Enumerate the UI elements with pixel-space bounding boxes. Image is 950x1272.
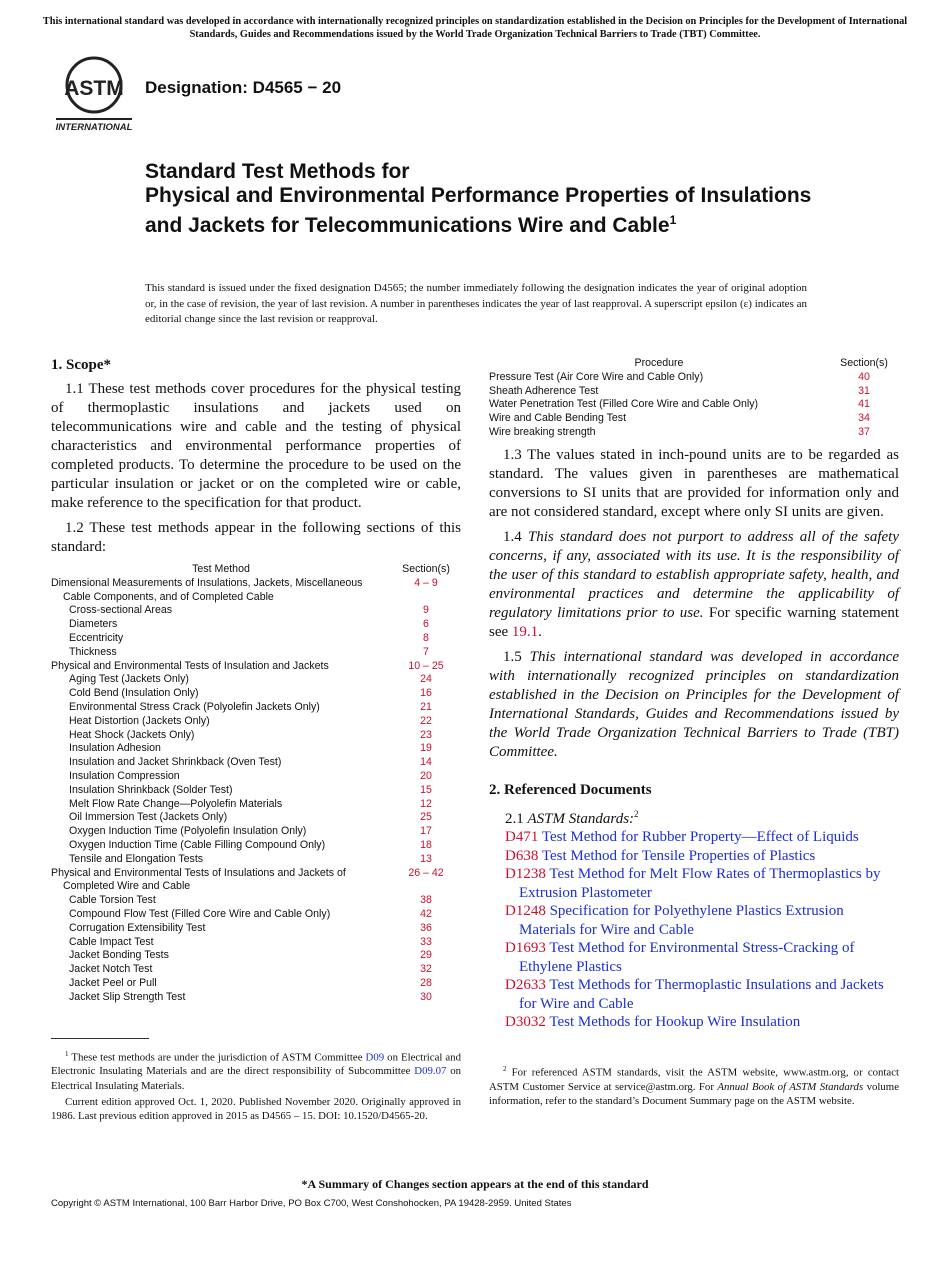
- table-row: [51, 577, 461, 591]
- section-link[interactable]: 17: [420, 825, 432, 838]
- footnote-rule: [51, 1038, 149, 1039]
- test-method-name: Jacket Notch Test: [69, 963, 153, 976]
- section-link[interactable]: 37: [858, 425, 870, 438]
- test-method-name: Cable Components, and of Completed Cable: [63, 590, 274, 603]
- table-row: [51, 618, 461, 632]
- section-link[interactable]: 30: [420, 990, 432, 1003]
- table-row: [51, 687, 461, 701]
- table-row: [51, 701, 461, 715]
- reference-code-link[interactable]: D1248: [505, 903, 546, 920]
- table-row: [51, 811, 461, 825]
- top-notice: This international standard was developed in accordance with internationally recognized principles on standardization established in the Decision on Principles for the Development of International Standards, Guides and Recommendations issued by the World Trade Organization Technical Barriers to Trade (TBT) Committee.: [42, 16, 908, 40]
- logo-word: INTERNATIONAL: [55, 122, 133, 133]
- table-row: [51, 963, 461, 977]
- table-row: [51, 853, 461, 867]
- section-link[interactable]: 42: [420, 907, 432, 920]
- test-method-name: Physical and Environmental Tests of Insulation and Jackets: [51, 659, 329, 672]
- test-method-name: Dimensional Measurements of Insulations, Jackets, Miscellaneous: [51, 576, 363, 589]
- para-1-3: 1.3 The values stated in inch-pound units are to be regarded as standard. The values given in parentheses are mathematical conversions to SI units that are provided for information only and are not considered standard, except where only SI units are given.: [489, 446, 899, 520]
- procedures-table: [489, 357, 899, 440]
- section-link[interactable]: 8: [423, 631, 429, 644]
- table-row: [489, 412, 899, 426]
- procedure-name: Wire and Cable Bending Test: [489, 412, 627, 425]
- logo-mark: ASTM: [64, 77, 124, 100]
- footnote-1-text-a: These test methods are under the jurisdiction of ASTM Committee: [71, 1051, 363, 1064]
- designation: Designation: D4565 − 20: [145, 78, 342, 97]
- reference-code-link[interactable]: D3032: [505, 1014, 546, 1031]
- test-method-name: Oxygen Induction Time (Cable Filling Compound Only): [69, 838, 326, 851]
- section-link[interactable]: 38: [420, 894, 432, 907]
- subsection-number: 2.1: [505, 810, 524, 827]
- para-1-5-number: 1.5: [503, 648, 522, 665]
- reference-title-link[interactable]: Specification for Polyethylene Plastics Extrusion Materials for Wire and Cable: [519, 903, 844, 938]
- table-row: [51, 977, 461, 991]
- para-1-4: [489, 528, 899, 642]
- table-row: [51, 949, 461, 963]
- sections-table: [51, 563, 461, 1005]
- table-row: [489, 385, 899, 399]
- table-row: [51, 770, 461, 784]
- table-row: [489, 426, 899, 440]
- table2-header-procedure: Procedure: [634, 357, 684, 369]
- table-row: [51, 880, 461, 894]
- footnote-2-text-a: For referenced ASTM standards, visit the ASTM website, www.astm.org, or contact ASTM Customer Service at service@astm.org. For: [489, 1066, 899, 1093]
- footnote-2-ref[interactable]: 2: [634, 808, 639, 819]
- table-row: [51, 604, 461, 618]
- footnote-1-edition: Current edition approved Oct. 1, 2020. Published November 2020. Originally approved in 1986. Last previous edition approved in 2015 as D4565 – 15. DOI: 10.1520/D4565-20.: [51, 1095, 461, 1122]
- section-link[interactable]: 41: [858, 398, 870, 411]
- references-heading: 2. Referenced Documents: [489, 781, 652, 798]
- section-link[interactable]: 21: [420, 700, 432, 713]
- table-row: [51, 798, 461, 812]
- right-column: [489, 357, 899, 1110]
- reference-code-link[interactable]: D471: [505, 829, 539, 846]
- table-row: [51, 632, 461, 646]
- section-link[interactable]: 25: [420, 811, 432, 824]
- test-method-name: Aging Test (Jackets Only): [69, 673, 189, 686]
- test-method-name: Jacket Peel or Pull: [69, 976, 157, 989]
- section-link[interactable]: 9: [423, 604, 429, 617]
- footnote-1: [51, 1047, 461, 1093]
- committee-link[interactable]: D09: [365, 1051, 385, 1064]
- copyright: Copyright © ASTM International, 100 Barr Harbor Drive, PO Box C700, West Conshohocken, PA 19428-2959. United States: [51, 1198, 572, 1209]
- test-method-name: Heat Distortion (Jackets Only): [69, 714, 210, 727]
- section-link[interactable]: 34: [858, 412, 870, 425]
- summary-of-changes-note: *A Summary of Changes section appears at the end of this standard: [301, 1177, 649, 1191]
- table-row: [489, 398, 899, 412]
- section-link: [391, 591, 461, 605]
- test-method-name: Insulation Compression: [69, 769, 180, 782]
- reference-item: [505, 976, 899, 1013]
- test-method-name: Corrugation Extensibility Test: [69, 921, 206, 934]
- reference-title-link[interactable]: Test Methods for Hookup Wire Insulation: [549, 1014, 801, 1031]
- table-row: [489, 371, 899, 385]
- section-link[interactable]: 14: [420, 756, 432, 769]
- test-method-name: Jacket Bonding Tests: [69, 949, 169, 962]
- para-1-5: [489, 648, 899, 762]
- document-title: [145, 160, 845, 238]
- section-link[interactable]: 4 – 9: [414, 576, 438, 589]
- test-method-name: Environmental Stress Crack (Polyolefin Jackets Only): [69, 700, 320, 713]
- section-link[interactable]: 20: [420, 769, 432, 782]
- para-1-4-tail: For specific warning statement see: [489, 604, 900, 640]
- footnote-2-text-b: volume information, refer to the standard’s Document Summary page on the ASTM website.: [489, 1080, 899, 1107]
- table-row: [51, 936, 461, 950]
- subsection-label: ASTM Standards:: [527, 810, 635, 827]
- title-line-2: Physical and Environmental Performance Properties of Insulations and Jackets for Telecommunications Wire and Cable: [145, 184, 812, 237]
- reference-title-link[interactable]: Test Method for Environmental Stress-Cracking of Ethylene Plastics: [519, 940, 855, 975]
- test-method-name: Cable Torsion Test: [69, 894, 156, 907]
- para-1-5-italic: This international standard was developed in accordance with internationally recognized principles on standardization established in the Decision on Principles for the Development of International Standards, Guides and Recommendations issued by the World Trade Organization Technical Barriers to Trade (TBT) Committee.: [489, 648, 900, 760]
- footnote-2-italic: Annual Book of ASTM Standards: [717, 1080, 864, 1093]
- table-row: [51, 991, 461, 1005]
- section-link[interactable]: 16: [420, 687, 432, 700]
- para-1-4-number: 1.4: [503, 528, 522, 545]
- reference-code-link[interactable]: D1238: [505, 866, 546, 883]
- test-method-name: Melt Flow Rate Change—Polyolefin Materials: [69, 797, 283, 810]
- table-row: [51, 922, 461, 936]
- para-1-1: 1.1 These test methods cover procedures for the physical testing of thermoplastic insulations and jackets used on telecommunications wire and cable and the testing of physical characteristics and environmental performance properties of completed products. To determine the procedure to be used on the particular insulation or jacket or on the completed wire or cable, make reference to the specification for that product.: [51, 381, 461, 511]
- footnote-1-marker: 1: [65, 1049, 69, 1058]
- procedure-name: Wire breaking strength: [489, 425, 596, 438]
- test-method-name: Cold Bend (Insulation Only): [69, 687, 199, 700]
- test-method-name: Physical and Environmental Tests of Insulations and Jackets of: [51, 866, 346, 879]
- reference-code-link[interactable]: D2633: [505, 977, 546, 994]
- reference-item: [505, 865, 899, 902]
- reference-title-link[interactable]: Test Method for Melt Flow Rates of Thermoplastics by Extrusion Plastometer: [519, 866, 881, 901]
- section-link[interactable]: 28: [420, 976, 432, 989]
- section-link[interactable]: 23: [420, 728, 432, 741]
- footnote-1-text-c: on Electrical Insulating Materials.: [51, 1065, 461, 1092]
- table-header-method: Test Method: [192, 563, 250, 575]
- test-method-name: Oil Immersion Test (Jackets Only): [69, 811, 228, 824]
- reference-title-link[interactable]: Test Methods for Thermoplastic Insulations and Jackets for Wire and Cable: [519, 977, 884, 1012]
- subcommittee-link[interactable]: D09.07: [414, 1065, 447, 1078]
- reference-item: [505, 847, 899, 866]
- test-method-name: Heat Shock (Jackets Only): [69, 728, 195, 741]
- section-link[interactable]: 36: [420, 921, 432, 934]
- procedure-name: Pressure Test (Air Core Wire and Cable Only): [489, 370, 704, 383]
- test-method-name: Tensile and Elongation Tests: [69, 852, 204, 865]
- footnote-1-text-b: on Electrical and Electronic Insulating Materials and are the direct responsibility of Subcommittee: [51, 1051, 461, 1078]
- scope-heading: 1. Scope*: [51, 357, 111, 373]
- title-footnote-ref[interactable]: 1: [669, 213, 677, 227]
- test-method-name: Insulation Shrinkback (Solder Test): [69, 783, 233, 796]
- procedure-name: Water Penetration Test (Filled Core Wire and Cable Only): [489, 398, 759, 411]
- section-link[interactable]: 12: [420, 797, 432, 810]
- reference-item: [505, 828, 899, 847]
- table2-header-section: Section(s): [840, 357, 888, 369]
- table-row: [51, 867, 461, 881]
- table-row: [51, 591, 461, 605]
- test-method-name: Insulation and Jacket Shrinkback (Oven Test): [69, 756, 282, 769]
- references-list: [505, 805, 899, 1032]
- table-row: [51, 646, 461, 660]
- table-row: [51, 894, 461, 908]
- procedure-name: Sheath Adherence Test: [489, 384, 599, 397]
- title-line-1: Standard Test Methods for: [145, 160, 410, 183]
- table-row: [51, 825, 461, 839]
- section-link[interactable]: 7: [423, 645, 429, 658]
- test-method-name: Oxygen Induction Time (Polyolefin Insulation Only): [69, 825, 307, 838]
- section-link[interactable]: 31: [858, 384, 870, 397]
- table-row: [51, 715, 461, 729]
- table-row: [51, 908, 461, 922]
- table-row: [51, 742, 461, 756]
- reference-item: [505, 1013, 899, 1032]
- reference-item: [505, 939, 899, 976]
- reference-title-link[interactable]: Test Method for Tensile Properties of Plastics: [541, 847, 816, 864]
- table-row: [51, 756, 461, 770]
- test-method-name: Thickness: [69, 645, 117, 658]
- section-link[interactable]: 33: [420, 935, 432, 948]
- section-link[interactable]: 24: [420, 673, 432, 686]
- para-1-4-end: .: [538, 623, 542, 640]
- test-method-name: Completed Wire and Cable: [63, 880, 191, 893]
- reference-code-link[interactable]: D638: [505, 847, 539, 864]
- para-1-4-italic: This standard does not purport to address all of the safety concerns, if any, associated with its use. It is the responsibility of the user of this standard to establish appropriate safety, health, and environmental practices and determine the applicability of regulatory limitations prior to use.: [489, 528, 900, 621]
- para-1-2: 1.2 These test methods appear in the following sections of this standard:: [51, 520, 461, 555]
- test-method-name: Insulation Adhesion: [69, 742, 161, 755]
- section-link[interactable]: 40: [858, 370, 870, 383]
- section-link[interactable]: 32: [420, 963, 432, 976]
- test-method-name: Cable Impact Test: [69, 935, 154, 948]
- reference-item: [505, 902, 899, 939]
- table-row: [51, 673, 461, 687]
- astm-logo: [52, 55, 136, 133]
- section-link[interactable]: 29: [420, 949, 432, 962]
- footnote-2: [489, 1062, 899, 1108]
- section-link[interactable]: 26 – 42: [408, 866, 444, 879]
- section-link[interactable]: 10 – 25: [408, 659, 444, 672]
- reference-code-link[interactable]: D1693: [505, 940, 546, 957]
- test-method-name: Eccentricity: [69, 631, 124, 644]
- astm-standards-label: [505, 805, 899, 829]
- table-row: [51, 839, 461, 853]
- issue-note: This standard is issued under the fixed designation D4565; the number immediately following the designation indicates the year of original adoption or, in the case of revision, the year of last revision. A number in parentheses indicates the year of last reapproval. A superscript epsilon (ε) indicates an editorial change since the last revision or reapproval.: [145, 282, 807, 325]
- table-row: [51, 729, 461, 743]
- test-method-name: Jacket Slip Strength Test: [69, 990, 186, 1003]
- left-column: [51, 357, 461, 1125]
- section-link[interactable]: 15: [420, 783, 432, 796]
- warning-section-link[interactable]: 19.1: [511, 623, 539, 640]
- section-link[interactable]: 19: [420, 742, 432, 755]
- section-link[interactable]: 18: [420, 838, 432, 851]
- section-link[interactable]: 13: [420, 852, 432, 865]
- table-row: [51, 660, 461, 674]
- table-header-section: Section(s): [402, 563, 450, 575]
- section-link[interactable]: 6: [423, 618, 429, 631]
- table-row: [51, 784, 461, 798]
- section-link: [391, 880, 461, 894]
- section-link[interactable]: 22: [420, 714, 432, 727]
- test-method-name: Compound Flow Test (Filled Core Wire and Cable Only): [69, 907, 331, 920]
- test-method-name: Cross-sectional Areas: [69, 604, 173, 617]
- test-method-name: Diameters: [69, 618, 118, 631]
- footnote-2-marker: 2: [503, 1064, 507, 1073]
- reference-title-link[interactable]: Test Method for Rubber Property—Effect of Liquids: [541, 829, 859, 846]
